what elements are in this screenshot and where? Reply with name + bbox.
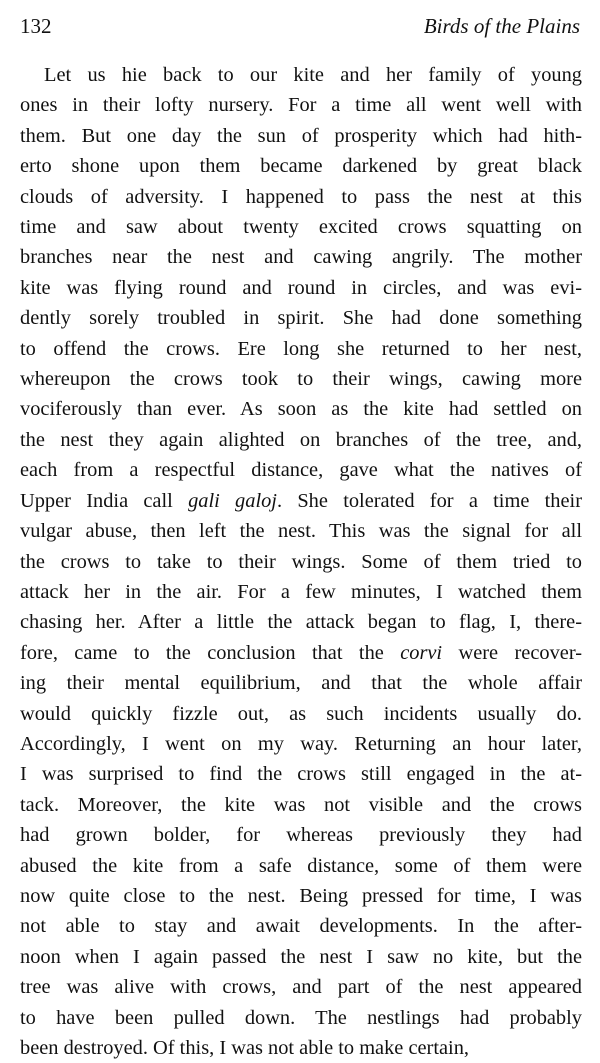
text-segment: noon when I again passed the nest I saw no kite, but the xyxy=(20,945,582,968)
text-segment: would quickly fizzle out, as such incidents usually do. xyxy=(20,702,582,725)
text-line xyxy=(20,121,582,151)
text-line xyxy=(20,455,582,485)
text-segment: Upper India call xyxy=(20,489,189,512)
text-line xyxy=(20,273,582,303)
text-line xyxy=(20,668,582,698)
text-segment: had grown bolder, for whereas previously they had xyxy=(20,824,582,847)
text-line xyxy=(20,942,582,972)
text-segment: to have been pulled down. The nestlings had probably xyxy=(20,1006,582,1029)
text-line xyxy=(20,242,582,272)
text-segment: whereupon the crows took to their wings, cawing more xyxy=(20,368,582,391)
text-line xyxy=(20,881,582,911)
text-segment: time and saw about twenty excited crows squatting on xyxy=(20,216,582,239)
text-segment: the crows to take to their wings. Some of them tried to xyxy=(20,550,582,573)
text-segment: branches near the nest and cawing angrily. The mother xyxy=(20,246,582,269)
text-segment: tree was alive with crows, and part of the nest appeared xyxy=(20,976,582,999)
text-line xyxy=(20,303,582,333)
text-segment: them. But one day the sun of prosperity which had hith- xyxy=(20,124,582,147)
text-line xyxy=(20,1003,582,1033)
page-header xyxy=(20,14,580,39)
text-line xyxy=(20,394,582,424)
text-line xyxy=(20,851,582,881)
text-segment: to offend the crows. Ere long she returned to her nest, xyxy=(20,337,582,360)
text-line xyxy=(20,820,582,850)
text-line xyxy=(20,151,582,181)
text-segment: Accordingly, I went on my way. Returning an hour later, xyxy=(20,732,582,755)
text-segment: attack her in the air. For a few minutes, I watched them xyxy=(20,580,582,603)
running-head: Birds of the Plains xyxy=(423,14,580,38)
text-line xyxy=(20,759,582,789)
text-line xyxy=(20,212,582,242)
text-segment: chasing her. After a little the attack began to flag, I, there- xyxy=(20,611,582,634)
text-segment: vociferously than ever. As soon as the kite had settled on xyxy=(20,398,582,421)
text-line xyxy=(20,972,582,1002)
text-segment: each from a respectful distance, gave what the natives of xyxy=(20,459,582,482)
text-line xyxy=(20,638,582,668)
italic-term: gali galoj xyxy=(188,489,277,512)
text-line xyxy=(20,607,582,637)
text-line xyxy=(20,790,582,820)
text-segment: were recover- xyxy=(442,641,582,664)
text-line xyxy=(20,364,582,394)
text-line xyxy=(20,911,582,941)
text-line xyxy=(20,577,582,607)
text-line xyxy=(20,699,582,729)
text-line xyxy=(20,729,582,759)
text-segment: now quite close to the nest. Being pressed for time, I was xyxy=(20,884,582,907)
page-number: 132 xyxy=(20,14,52,38)
text-segment: ones in their lofty nursery. For a time all went well with xyxy=(20,94,582,117)
italic-term: corvi xyxy=(400,641,443,664)
text-segment: fore, came to the conclusion that the xyxy=(20,641,401,664)
body-paragraph xyxy=(20,60,582,1063)
text-segment: tack. Moreover, the kite was not visible and the crows xyxy=(20,793,582,816)
text-segment: abused the kite from a safe distance, some of them were xyxy=(20,854,582,877)
text-segment: erto shone upon them became darkened by great black xyxy=(20,155,582,178)
text-line xyxy=(20,425,582,455)
text-line xyxy=(20,547,582,577)
text-line xyxy=(20,334,582,364)
text-segment: vulgar abuse, then left the nest. This was the signal for all xyxy=(20,520,582,543)
text-segment: been destroyed. Of this, I was not able to make certain, xyxy=(20,1037,470,1059)
text-line xyxy=(20,516,582,546)
text-line xyxy=(20,182,582,212)
text-segment: Let us hie back to our kite and her family of young xyxy=(44,64,582,86)
text-segment: ing their mental equilibrium, and that the whole affair xyxy=(20,672,582,695)
text-segment: I was surprised to find the crows still engaged in the at- xyxy=(20,763,582,786)
text-line xyxy=(20,60,582,90)
text-segment: kite was flying round and round in circles, and was evi- xyxy=(20,276,582,299)
text-segment: not able to stay and await developments. In the after- xyxy=(20,915,582,938)
text-segment: the nest they again alighted on branches of the tree, and, xyxy=(20,428,582,451)
text-segment: dently sorely troubled in spirit. She had done something xyxy=(20,307,582,330)
text-segment: clouds of adversity. I happened to pass the nest at this xyxy=(20,185,582,208)
text-line xyxy=(20,1033,582,1063)
text-line xyxy=(20,486,582,516)
text-line xyxy=(20,90,582,120)
text-segment: . She tolerated for a time their xyxy=(276,489,582,512)
